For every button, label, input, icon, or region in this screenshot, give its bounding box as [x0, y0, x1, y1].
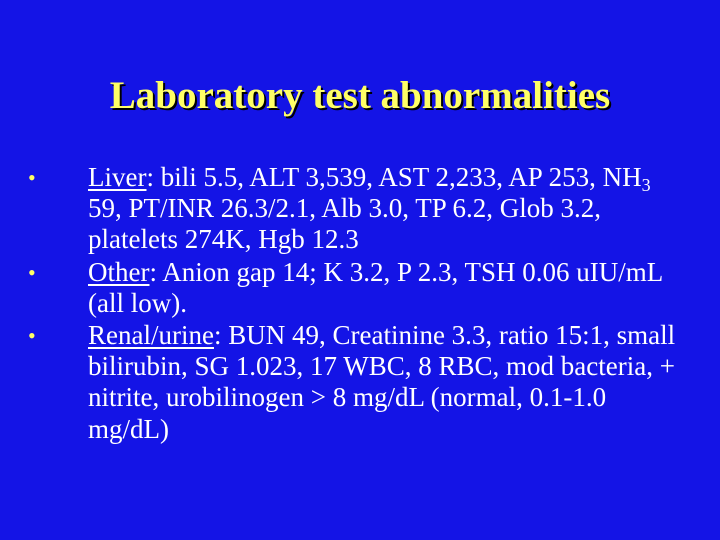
bullet-dot-icon: •	[28, 259, 36, 285]
bullet-text: : bili 5.5, ALT 3,539, AST 2,233, AP 253, NH	[146, 162, 642, 192]
bullet-heading: Liver	[88, 162, 147, 192]
slide-title: Laboratory test abnormalities	[109, 74, 611, 117]
bullet-list	[0, 162, 720, 446]
bullet-text: : BUN 49, Creatinine 3.3, ratio 15:1, small bilirubin, SG 1.023, 17 WBC, 8 RBC, mod bacteria, + nitrite, urobilinogen > 8 mg/dL (normal, 0.1-1.0 mg/dL)	[88, 320, 676, 444]
bullet-heading: Other	[88, 256, 150, 287]
bullet-dot-icon: •	[28, 165, 36, 190]
bullet-item-liver	[0, 162, 720, 256]
bullet-text: 59, PT/INR 26.3/2.1, Alb 3.0, TP 6.2, Glob 3.2, platelets 274K, Hgb 12.3	[88, 193, 602, 255]
bullet-dot-icon: •	[28, 323, 36, 349]
bullet-text: : Anion gap 14; K 3.2, P 2.3, TSH 0.06 uIU/mL (all low).	[88, 256, 663, 318]
bullet-item-renal-urine	[0, 320, 720, 445]
bullet-subscript: 3	[641, 175, 651, 195]
bullet-item-other	[0, 257, 720, 319]
bullet-heading: Renal/urine	[88, 320, 214, 351]
